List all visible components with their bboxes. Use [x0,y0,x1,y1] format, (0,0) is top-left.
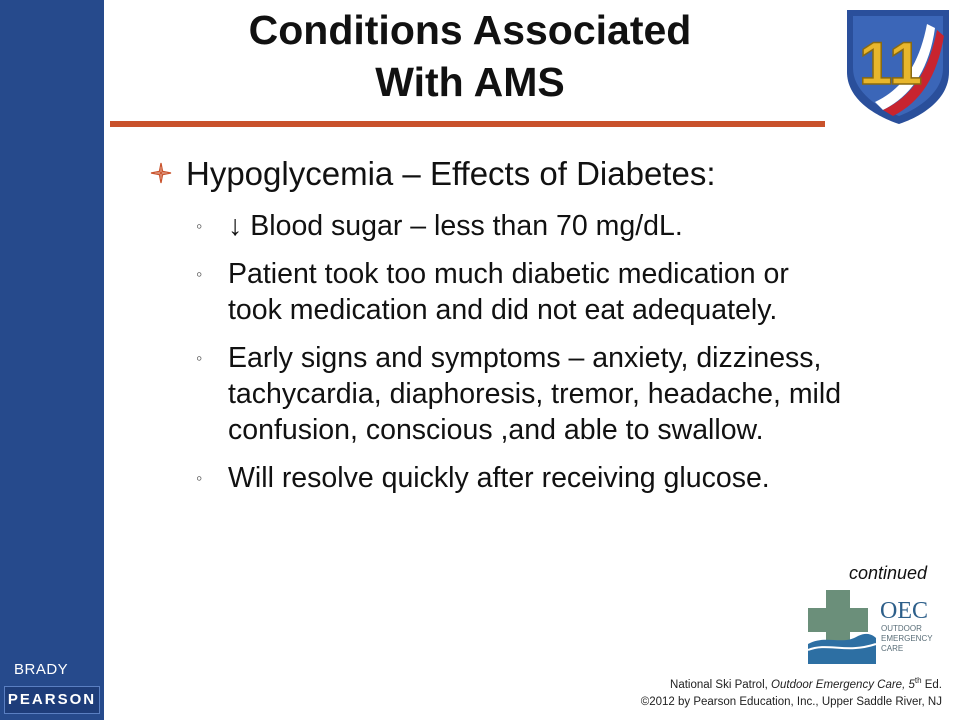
slide-content [150,152,850,508]
credit-line-2: ©2012 by Pearson Education, Inc., Upper Saddle River, NJ [640,695,942,708]
brady-label: BRADY [14,661,69,678]
slide-title-line-2: With AMS [375,59,565,105]
title-underline [110,121,825,127]
circle-bullet-icon: ◦ [196,264,203,284]
list-item [176,340,850,448]
chapter-11-badge-icon [845,6,953,126]
circle-bullet-icon: ◦ [196,216,203,236]
sub-bullet-text: Blood sugar – less than 70 mg/dL. [250,210,683,242]
continued-label: continued [849,563,928,583]
pearson-logo: PEARSON [4,686,100,714]
list-item [176,256,850,328]
sub-bullet-text: Early signs and symptoms – anxiety, dizziness, tachycardia, diaphoresis, tremor, headache, mild confusion, conscious ,and able to swallow. [228,342,842,446]
slide-title-line-1: Conditions Associated [248,7,692,53]
copyright-credit [582,672,942,711]
oec-logo-line-2: EMERGENCY [881,634,933,643]
star-bullet-icon [150,162,172,184]
credit-line-1 [582,672,942,694]
left-sidebar [0,0,104,720]
main-bullet [150,152,850,196]
oec-logo-line-3: CARE [881,644,904,653]
credit-sup: th [914,676,922,685]
oec-logo-icon [806,584,944,666]
sub-bullet-text: Patient took too much diabetic medication or took medication and did not eat adequately. [228,258,789,326]
circle-bullet-icon: ◦ [196,468,203,488]
credit-prefix: National Ski Patrol, [670,678,772,691]
list-item [176,460,850,496]
badge-number: 11 [859,30,923,97]
slide-title [110,4,830,108]
credit-edition: Ed. [921,678,942,691]
circle-bullet-icon: ◦ [196,348,203,368]
oec-logo-line-1: OUTDOOR [881,624,922,633]
down-arrow-icon: ↓ [228,210,243,242]
oec-logo-name: OEC [880,598,928,624]
main-bullet-text: Hypoglycemia – Effects of Diabetes: [186,155,716,192]
list-item [176,208,850,244]
sub-bullet-text: Will resolve quickly after receiving glucose. [228,462,770,494]
credit-book: Outdoor Emergency Care, 5 [771,678,915,691]
sub-bullet-list [150,208,850,496]
